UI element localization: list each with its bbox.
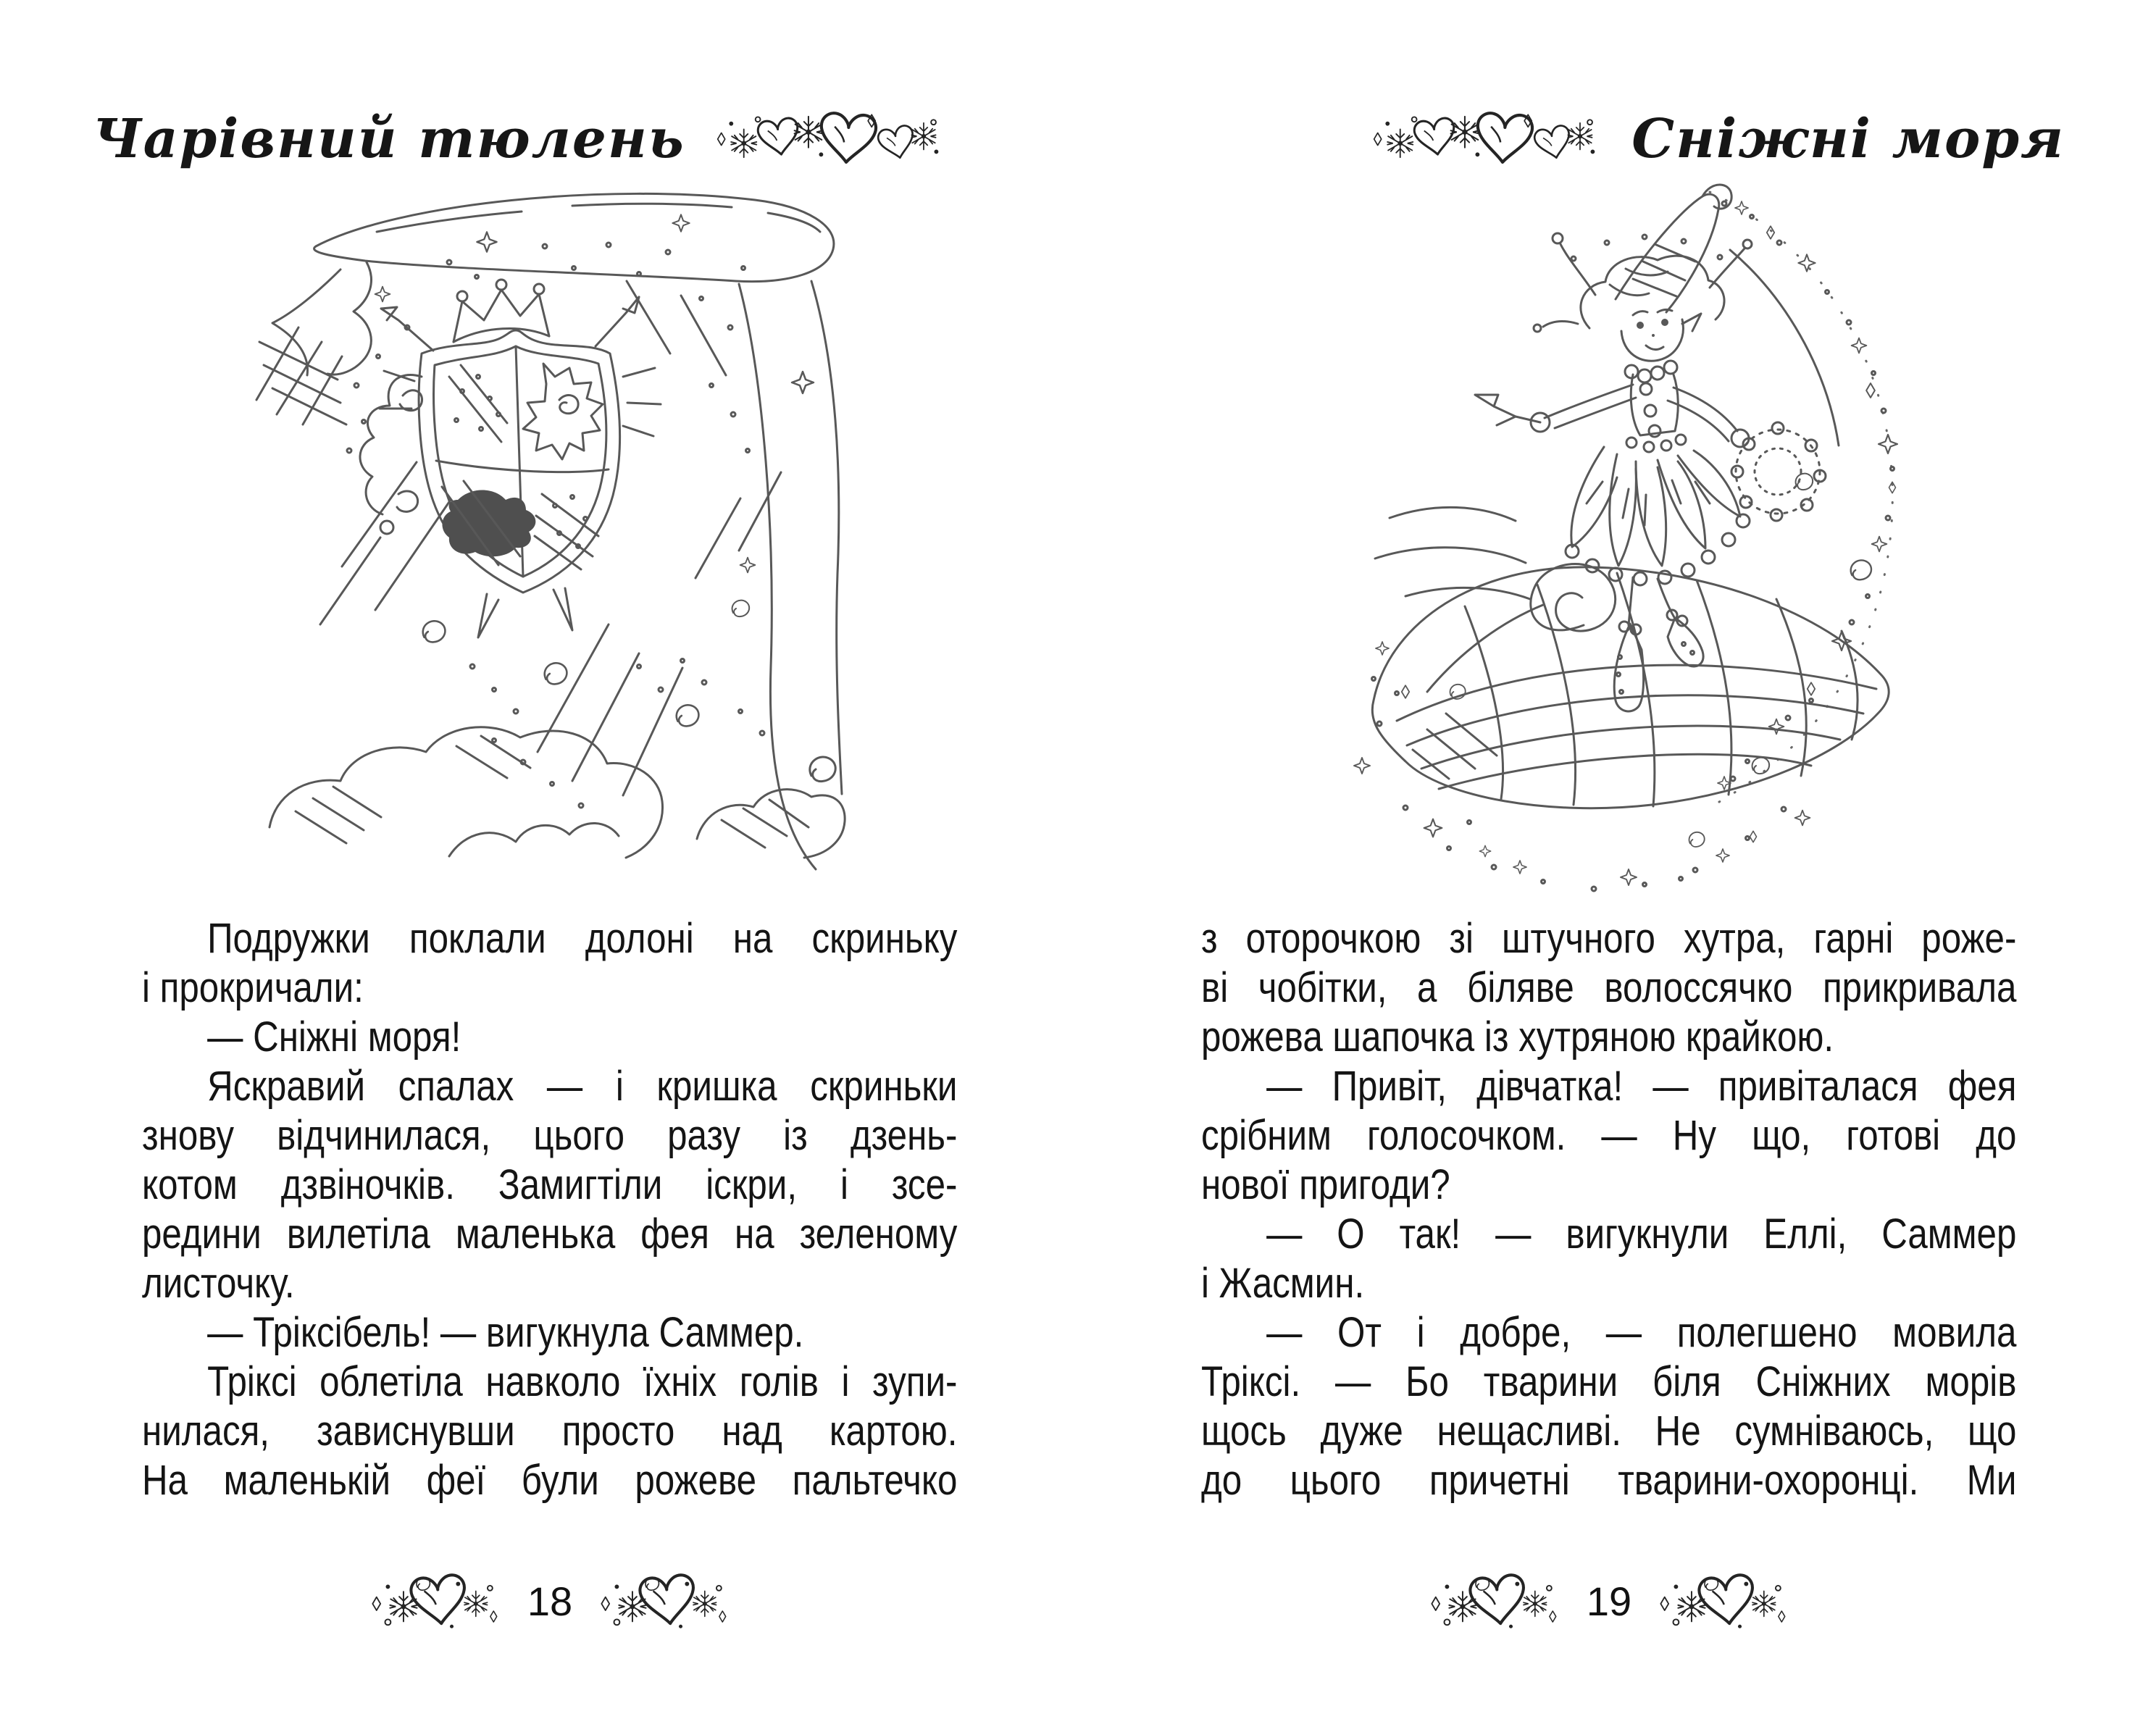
heart-snowflake-ornament <box>368 1565 503 1637</box>
page-number: 19 <box>1586 1578 1632 1624</box>
text-line: листочку. <box>142 1260 295 1307</box>
fairy-illustration <box>1304 141 1956 902</box>
text-line: редини вилетіла маленька фея на зеленому <box>142 1210 958 1258</box>
text-line: і Жасмин. <box>1201 1260 1365 1307</box>
heart-snowflake-ornament <box>1427 1565 1562 1637</box>
text-line: і прокричали: <box>142 964 364 1011</box>
text-line: Яскравий спалах — і кришка скриньки <box>207 1063 958 1110</box>
text-line: знову відчинилася, цього разу із дзень- <box>142 1112 958 1159</box>
heart-snowflake-ornament <box>597 1565 732 1637</box>
text-line: срібним голосочком. — Ну що, готові до <box>1201 1112 2017 1159</box>
left-page-title: Чарівний тюлень <box>93 108 685 170</box>
left-page-footer <box>142 1563 958 1639</box>
left-page-text <box>142 914 957 1505</box>
text-line: до цього причетні тварини-охоронці. Ми <box>1201 1457 2017 1504</box>
right-page-footer <box>1201 1563 2017 1639</box>
heart-snowflake-ornament <box>1656 1565 1791 1637</box>
text-line: — От і добре, — полегшено мовила <box>1266 1309 2017 1356</box>
page-number: 18 <box>527 1578 573 1624</box>
text-line: щось дуже нещасливі. Не сумніваюсь, що <box>1201 1407 2017 1455</box>
text-line: нової пригоди? <box>1201 1161 1450 1208</box>
text-line: — О так! — вигукнули Еллі, Саммер <box>1266 1210 2017 1258</box>
text-line: На маленькій феї були рожеве пальтечко <box>142 1457 958 1504</box>
crest-illustration <box>232 159 855 891</box>
text-line: рожева шапочка із хутряною крайкою. <box>1201 1013 1834 1061</box>
text-line: Тріксі. — Бо тварини біля Сніжних морів <box>1201 1358 2017 1405</box>
text-line: Тріксі облетіла навколо їхніх голів і зупи- <box>207 1358 958 1405</box>
text-line: ві чобітки, а біляве волоссячко прикривала <box>1201 964 2017 1011</box>
text-line: — Привіт, дівчатка! — привіталася фея <box>1266 1063 2017 1110</box>
text-line: котом дзвіночків. Замигтіли іскри, і зсе- <box>142 1161 958 1208</box>
text-line: — Сніжні моря! <box>207 1013 461 1061</box>
right-page-text <box>1201 914 2016 1505</box>
text-line: з оторочкою зі штучного хутра, гарні роже- <box>1201 915 2017 962</box>
text-line: — Тріксібель! — вигукнула Саммер. <box>207 1309 804 1356</box>
text-line: Подружки поклали долоні на скриньку <box>207 915 958 962</box>
right-page-title: Сніжні моря <box>1631 108 2065 170</box>
text-line: нилася, зависнувши просто над картою. <box>142 1407 958 1455</box>
